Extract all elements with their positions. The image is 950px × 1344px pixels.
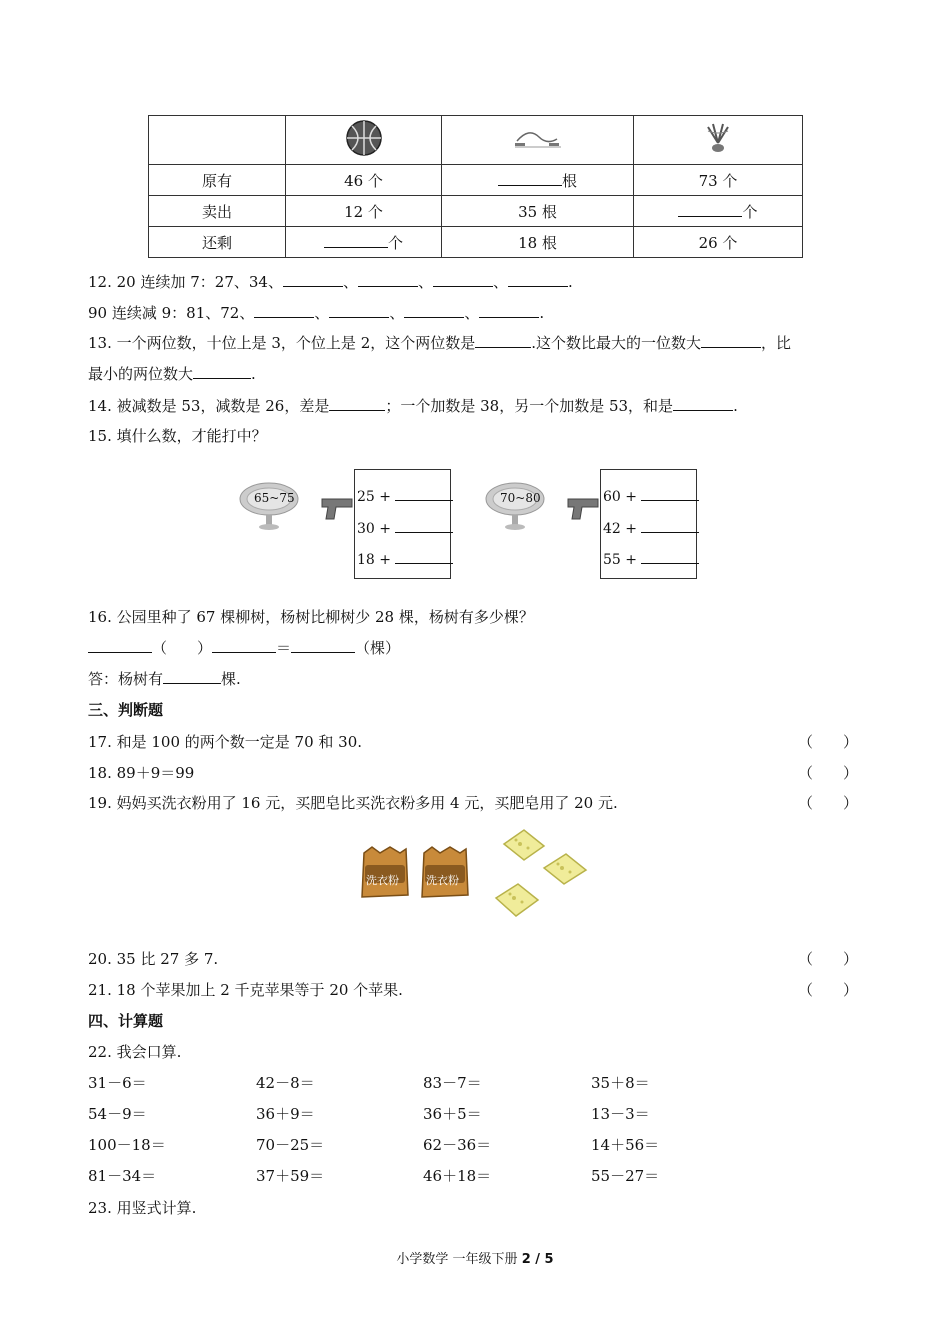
answer-blank[interactable] bbox=[88, 638, 152, 653]
judge-paren[interactable]: （ ） bbox=[798, 733, 859, 751]
table-header-jump-rope bbox=[442, 116, 634, 165]
detergent-label: 洗衣粉 bbox=[426, 874, 459, 887]
detergent-label: 洗衣粉 bbox=[366, 874, 399, 887]
page-footer bbox=[0, 1248, 950, 1267]
row-label: 还剩 bbox=[149, 227, 286, 258]
answer-blank[interactable] bbox=[254, 303, 314, 318]
unit-label: 根 bbox=[561, 171, 577, 190]
table-row bbox=[149, 165, 803, 196]
target-range-2: 70~80 bbox=[500, 491, 541, 505]
q16-title: 16. 公园里种了 67 棵柳树，杨树比柳树少 28 棵，杨树有多少棵？ bbox=[88, 608, 534, 626]
cell bbox=[634, 196, 803, 227]
q16-answer: 答：杨树有 棵. bbox=[88, 670, 241, 688]
q16-equation: （ ） ＝ （棵） bbox=[88, 637, 400, 658]
calc-item: 36＋5＝ bbox=[423, 1105, 482, 1123]
gun-icon bbox=[566, 495, 600, 523]
cell bbox=[286, 227, 442, 258]
calc-item: 37＋59＝ bbox=[256, 1167, 325, 1185]
answer-blank[interactable] bbox=[641, 486, 699, 501]
answer-blank[interactable] bbox=[395, 518, 453, 533]
target-board-2-icon bbox=[484, 480, 546, 532]
calc-item: 81－34＝ bbox=[88, 1167, 157, 1185]
cell: 73 个 bbox=[634, 165, 803, 196]
cell: 26 个 bbox=[634, 227, 803, 258]
cell: 18 根 bbox=[442, 227, 634, 258]
page-number: 2 / 5 bbox=[521, 1252, 554, 1267]
answer-blank[interactable] bbox=[508, 272, 568, 287]
answer-blank[interactable] bbox=[433, 272, 493, 287]
answer-card-2: 60 + 42 + 55 + bbox=[600, 469, 697, 579]
answer-blank[interactable] bbox=[329, 396, 385, 411]
calc-item: 83－7＝ bbox=[423, 1074, 482, 1092]
unit-label: 个 bbox=[387, 233, 403, 252]
answer-blank[interactable] bbox=[291, 638, 355, 653]
q12-line1: 12. 20 连续加 7：27、34、 、 、 、 . bbox=[88, 273, 573, 291]
answer-blank[interactable] bbox=[641, 518, 699, 533]
table-row bbox=[149, 227, 803, 258]
table-corner bbox=[149, 116, 286, 165]
table-row bbox=[149, 196, 803, 227]
answer-blank[interactable] bbox=[641, 549, 699, 564]
calc-item: 36＋9＝ bbox=[256, 1105, 315, 1123]
cell: 12 个 bbox=[286, 196, 442, 227]
q13-line1: 13. 一个两位数，十位上是 3，个位上是 2，这个两位数是 .这个数比最大的一位数大 ，比 bbox=[88, 334, 792, 352]
judge-item-19: 19. 妈妈买洗衣粉用了 16 元，买肥皂比买洗衣粉多用 4 元，买肥皂用了 20 元. bbox=[88, 794, 618, 812]
gun-icon bbox=[320, 495, 354, 523]
answer-blank[interactable] bbox=[498, 171, 562, 186]
target-board-1-icon bbox=[238, 480, 300, 532]
judge-paren[interactable]: （ ） bbox=[798, 794, 859, 812]
soap-bars-icon bbox=[490, 826, 600, 926]
answer-blank[interactable] bbox=[479, 303, 539, 318]
calc-item: 62－36＝ bbox=[423, 1136, 492, 1154]
calc-item: 54－9＝ bbox=[88, 1105, 147, 1123]
calc-item: 14＋56＝ bbox=[591, 1136, 660, 1154]
answer-blank[interactable] bbox=[404, 303, 464, 318]
answer-blank[interactable] bbox=[283, 272, 343, 287]
judge-item-18: 18. 89＋9＝99 bbox=[88, 764, 195, 782]
unit-label: 个 bbox=[742, 202, 758, 221]
answer-blank[interactable] bbox=[329, 303, 389, 318]
judge-paren[interactable]: （ ） bbox=[798, 764, 859, 782]
calc-item: 46＋18＝ bbox=[423, 1167, 492, 1185]
answer-blank[interactable] bbox=[193, 364, 251, 379]
jump-rope-icon bbox=[513, 123, 563, 153]
calc-item: 55－27＝ bbox=[591, 1167, 660, 1185]
section-heading-calc: 四、计算题 bbox=[88, 1012, 164, 1030]
table-header-shuttlecock bbox=[634, 116, 803, 165]
answer-blank[interactable] bbox=[678, 202, 742, 217]
cell bbox=[442, 165, 634, 196]
calc-item: 35＋8＝ bbox=[591, 1074, 650, 1092]
q12-line2: 90 连续减 9：81、72、 、 、 、 . bbox=[88, 304, 545, 322]
q14: 14. 被减数是 53，减数是 26，差是 ；一个加数是 38，另一个加数是 53，和是 . bbox=[88, 397, 738, 415]
answer-blank[interactable] bbox=[324, 233, 388, 248]
answer-blank[interactable] bbox=[395, 549, 453, 564]
answer-blank[interactable] bbox=[395, 486, 453, 501]
shuttlecock-icon bbox=[703, 121, 733, 155]
q23-title: 23. 用竖式计算. bbox=[88, 1199, 197, 1217]
goods-table bbox=[148, 115, 803, 258]
cell: 46 个 bbox=[286, 165, 442, 196]
footer-text: 小学数学 一年级下册 bbox=[396, 1252, 522, 1267]
calc-item: 42－8＝ bbox=[256, 1074, 315, 1092]
q15-title: 15. 填什么数，才能打中？ bbox=[88, 427, 267, 445]
answer-blank[interactable] bbox=[358, 272, 418, 287]
judge-item-20: 20. 35 比 27 多 7. bbox=[88, 950, 219, 968]
judge-item-21: 21. 18 个苹果加上 2 千克苹果等于 20 个苹果. bbox=[88, 981, 403, 999]
answer-card-1: 25 + 30 + 18 + bbox=[354, 469, 451, 579]
target-range-1: 65~75 bbox=[254, 491, 295, 505]
calc-item: 31－6＝ bbox=[88, 1074, 147, 1092]
answer-blank[interactable] bbox=[163, 669, 221, 684]
q22-title: 22. 我会口算. bbox=[88, 1043, 182, 1061]
q13-line2: 最小的两位数大 . bbox=[88, 365, 256, 383]
calc-item: 13－3＝ bbox=[591, 1105, 650, 1123]
basketball-icon bbox=[344, 118, 384, 158]
calc-item: 70－25＝ bbox=[256, 1136, 325, 1154]
answer-blank[interactable] bbox=[212, 638, 276, 653]
answer-blank[interactable] bbox=[475, 333, 531, 348]
judge-paren[interactable]: （ ） bbox=[798, 981, 859, 999]
judge-item-17: 17. 和是 100 的两个数一定是 70 和 30. bbox=[88, 733, 363, 751]
calc-item: 100－18＝ bbox=[88, 1136, 166, 1154]
row-label: 卖出 bbox=[149, 196, 286, 227]
judge-paren[interactable]: （ ） bbox=[798, 950, 859, 968]
answer-blank[interactable] bbox=[701, 333, 761, 348]
answer-blank[interactable] bbox=[673, 396, 733, 411]
table-header-basketball bbox=[286, 116, 442, 165]
section-heading-judge: 三、判断题 bbox=[88, 701, 164, 719]
row-label: 原有 bbox=[149, 165, 286, 196]
cell: 35 根 bbox=[442, 196, 634, 227]
